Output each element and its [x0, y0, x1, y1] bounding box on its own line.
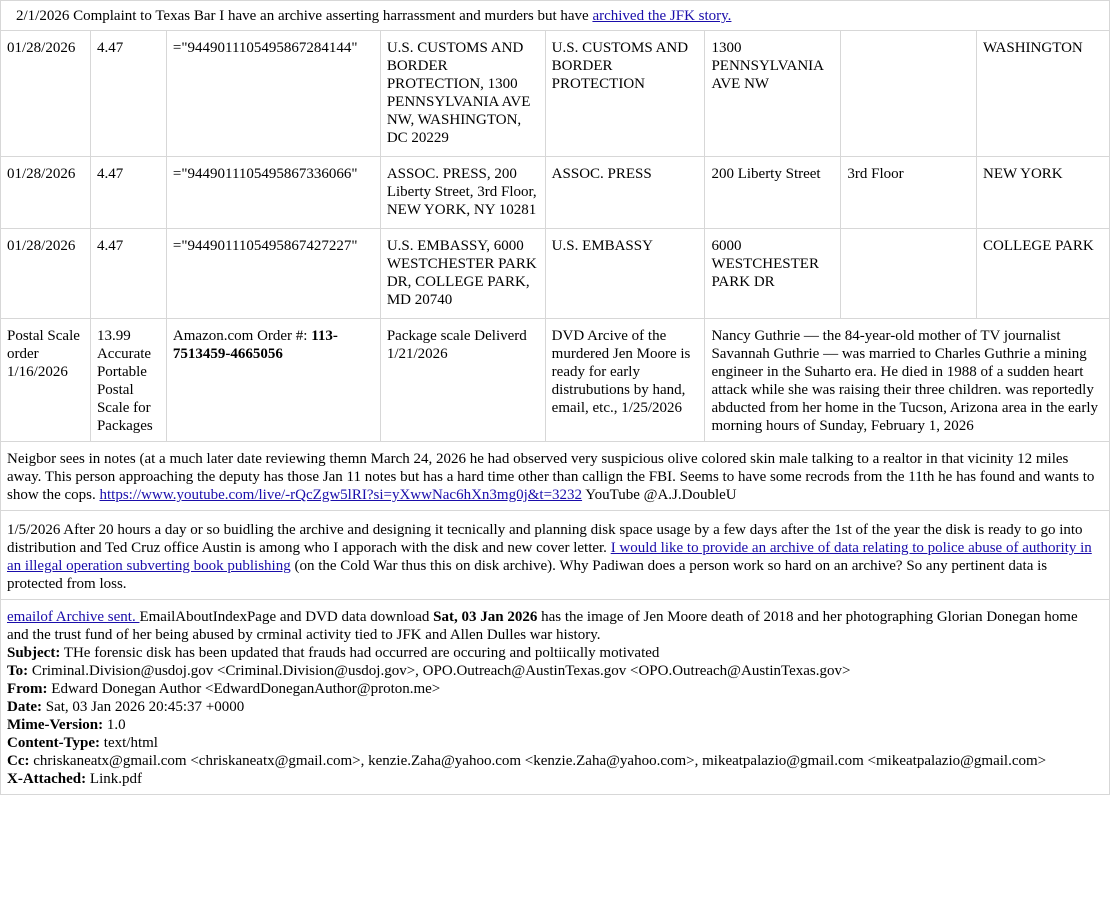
archive-suffix: (on the Cold War thus this on disk archive). Why Padiwan does a person work so hard on an archive? So any pertinent data is protected from loss. [7, 558, 1048, 592]
cell-name: U.S. CUSTOMS AND BORDER PROTECTION [545, 31, 705, 157]
archive-row [1, 511, 1110, 600]
cell-unit [841, 229, 977, 319]
cell-amazon-order [166, 319, 380, 442]
content-type-value: text/html [100, 735, 158, 751]
cell-city: COLLEGE PARK [977, 229, 1110, 319]
email-archive-link[interactable]: emailof Archive sent. [7, 609, 140, 625]
cell-full-address: U.S. EMBASSY, 6000 WESTCHESTER PARK DR, COLLEGE PARK, MD 20740 [380, 229, 545, 319]
email-intro-rest: has the image of Jen Moore death of 2018 and her photographing Glorian Donegan home and the trust fund of her being abused by crminal activity tied to JFK and Allen Dulles war history. [7, 609, 1078, 643]
table-row [1, 157, 1110, 229]
cell-tracking: ="9449011105495867284144" [166, 31, 380, 157]
date-label: Date: [7, 699, 42, 715]
cell-city: NEW YORK [977, 157, 1110, 229]
cc-value: chriskaneatx@gmail.com <chriskaneatx@gmail.com>, kenzie.Zaha@yahoo.com <kenzie.Zaha@yahoo.com>, mikeatpalazio@gmail.com <mikeatpalazio@gmail.com> [29, 753, 1047, 769]
cell-amount: 4.47 [90, 31, 166, 157]
cell-tracking: ="9449011105495867336066" [166, 157, 380, 229]
cell-package-delivered: Package scale Deliverd 1/21/2026 [380, 319, 545, 442]
header-row [1, 1, 1110, 31]
cell-full-address: ASSOC. PRESS, 200 Liberty Street, 3rd Floor, NEW YORK, NY 10281 [380, 157, 545, 229]
neighbor-row [1, 442, 1110, 511]
subject-label: Subject: [7, 645, 61, 661]
cell-postal-order: Postal Scale order 1/16/2026 [1, 319, 91, 442]
x-attached-value: Link.pdf [86, 771, 142, 787]
x-attached-label: X-Attached: [7, 771, 87, 787]
cell-postal-item: 13.99 Accurate Portable Postal Scale for Packages [90, 319, 166, 442]
cell-date: 01/28/2026 [1, 229, 91, 319]
email-intro: EmailAboutIndexPage and DVD data download [139, 609, 434, 625]
cell-guthrie-note: Nancy Guthrie — the 84-year-old mother of TV journalist Savannah Guthrie — was married to Charles Guthrie a mining engineer in the Suharto era. He died in 1988 of a sudden heart attack while she was raising their three children. was reportedly abducted from her home in the Tucson, Arizona area in the early morning hours of Sunday, February 1, 2026 [705, 319, 1110, 442]
cell-amount: 4.47 [90, 157, 166, 229]
cell-name: U.S. EMBASSY [545, 229, 705, 319]
youtube-link[interactable]: https://www.youtube.com/live/-rQcZgw5lRI?si=yXwwNac6hXn3mg0j&t=3232 [99, 487, 583, 503]
from-value: Edward Donegan Author <EdwardDoneganAuthor@proton.me> [47, 681, 441, 697]
archived-jfk-link[interactable]: archived the JFK story. [592, 8, 732, 24]
youtube-suffix: YouTube @A.J.DoubleU [582, 487, 737, 503]
from-label: From: [7, 681, 48, 697]
cell-street: 1300 PENNSYLVANIA AVE NW [705, 31, 841, 157]
cell-city: WASHINGTON [977, 31, 1110, 157]
cell-unit: 3rd Floor [841, 157, 977, 229]
to-value: Criminal.Division@usdoj.gov <Criminal.Division@usdoj.gov>, OPO.Outreach@AustinTexas.gov <OPO.Outreach@AustinTexas.gov> [28, 663, 851, 679]
content-type-label: Content-Type: [7, 735, 101, 751]
archive-text: 1/5/2026 After 20 hours a day or so buidling the archive and designing it tecnically and planning disk space usage by a few days after the 1st of the year the disk is ready to go into distribution and Ted Cruz office Austin is among who I apporach with the disk and new cover letter. [7, 522, 1083, 556]
date-value: Sat, 03 Jan 2026 20:45:37 +0000 [41, 699, 245, 715]
cell-dvd-note: DVD Arcive of the murdered Jen Moore is ready for early distrubutions by hand, email, etc., 1/25/2026 [545, 319, 705, 442]
table-row [1, 31, 1110, 157]
cell-name: ASSOC. PRESS [545, 157, 705, 229]
header-text: 2/1/2026 Complaint to Texas Bar I have an archive asserting harrassment and murders but have [16, 8, 593, 24]
archive-data-link[interactable]: I would like to provide an archive of data relating to police abuse of authority in an illegal operation subverting book publishing [7, 540, 1092, 574]
table-row-postal [1, 319, 1110, 442]
to-label: To: [7, 663, 29, 679]
cell-street: 200 Liberty Street [705, 157, 841, 229]
cell-street: 6000 WESTCHESTER PARK DR [705, 229, 841, 319]
mime-value: 1.0 [103, 717, 126, 733]
amazon-order-label: Amazon.com Order #: [172, 328, 312, 344]
cell-date: 01/28/2026 [1, 157, 91, 229]
email-intro-date: Sat, 03 Jan 2026 [433, 609, 538, 625]
email-row [1, 600, 1110, 795]
subject-value: THe forensic disk has been updated that frauds had occurred are occuring and poltiically motivated [60, 645, 660, 661]
cell-unit [841, 31, 977, 157]
cell-amount: 4.47 [90, 229, 166, 319]
amazon-order-number: 113-7513459-4665056 [172, 328, 338, 362]
cell-full-address: U.S. CUSTOMS AND BORDER PROTECTION, 1300 PENNSYLVANIA AVE NW, WASHINGTON, DC 20229 [380, 31, 545, 157]
cell-date: 01/28/2026 [1, 31, 91, 157]
cell-tracking: ="9449011105495867427227" [166, 229, 380, 319]
mime-label: Mime-Version: [7, 717, 104, 733]
cc-label: Cc: [7, 753, 30, 769]
neighbor-text: Neigbor sees in notes (at a much later date reviewing themn March 24, 2026 he had observed very suspicious olive colored skin male talking to a realtor in that vicinity 12 miles away. This person approaching the deputy has those Jan 11 notes but has a hard time other than callign the FBI. Seems to have some recrods from the 11th he has found and wants to show the cops. [7, 451, 1095, 503]
table-row [1, 229, 1110, 319]
